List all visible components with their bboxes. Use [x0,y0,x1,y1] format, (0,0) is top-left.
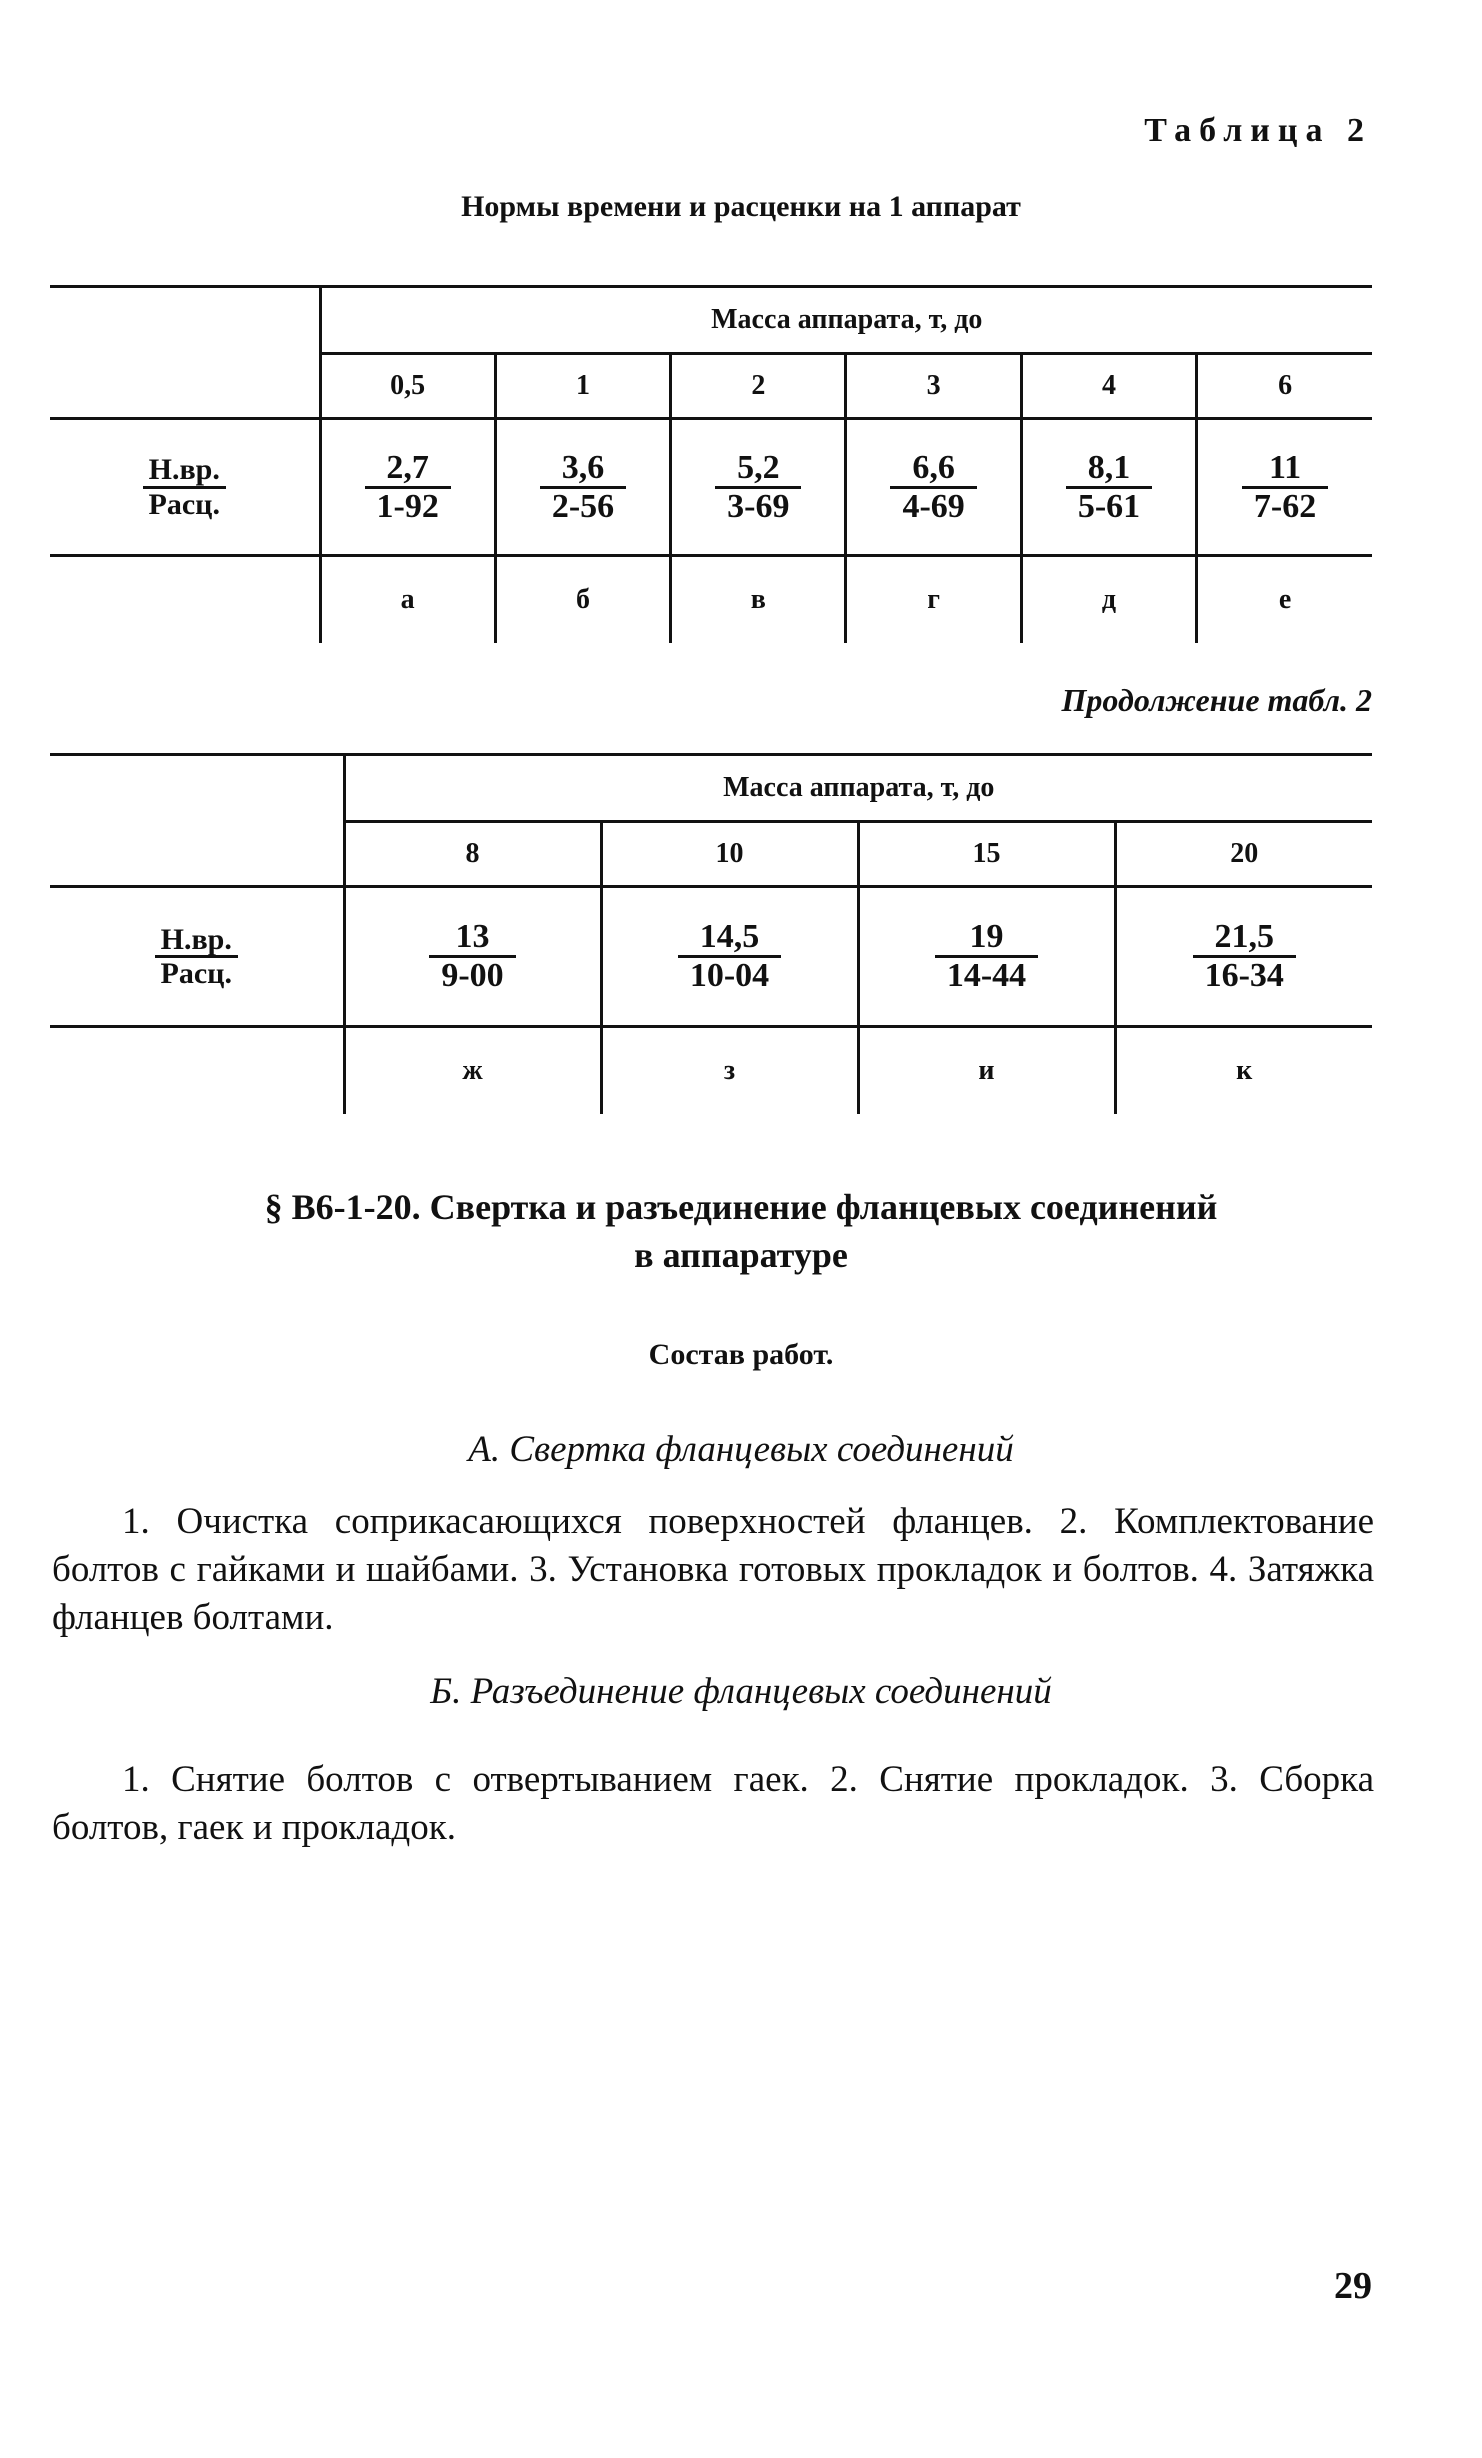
column-code: к [1115,1027,1372,1115]
mass-column-header: 10 [601,822,858,887]
composition-heading: Состав работ. [648,1338,834,1371]
norm-value: 11 [1242,450,1328,489]
norm-value: 14,5 [678,919,781,958]
mass-column-header: 4 [1021,354,1196,419]
column-code: е [1197,556,1372,644]
norm-value: 8,1 [1066,450,1152,489]
rate-value: 9-00 [441,957,504,994]
page-number: 29 [1334,2265,1372,2307]
rate-value: 4-69 [902,487,965,525]
norm-rate-cell [1021,419,1196,556]
norm-rate-cell [1197,419,1372,556]
subsection-b-text: 1. Снятие болтов с отвертыванием гаек. 2. Снятие прокладок. 3. Сборка болтов, гаек и прокладок. [52,1759,1374,1848]
rate-value: 14-44 [946,957,1027,994]
mass-column-header: 6 [1197,354,1372,419]
stub-rate-label: Расц. [160,957,232,990]
column-code: з [601,1027,858,1115]
stub-norm-label: Н.вр. [143,454,226,489]
norm-value: 6,6 [890,450,976,489]
rate-value: 10-04 [689,957,770,994]
column-code: ж [462,1055,483,1086]
stub-norm-label: Н.вр. [155,924,238,959]
norm-rate-cell [320,419,495,556]
stub-header-empty [50,287,320,419]
rate-value: 16-34 [1204,957,1284,994]
subsection-a-heading: А. Свертка фланцевых соединений [468,1429,1014,1470]
norm-rate-cell [601,887,858,1027]
norm-rate-cell [671,419,846,556]
column-code: б [495,556,670,644]
mass-column-header: 0,5 [390,370,426,401]
norm-rate-cell [1115,887,1372,1027]
section-title-line-1: § В6-1-20. Свертка и разъединение фланцевых соединений [264,1187,1218,1227]
norm-rate-cell [495,419,670,556]
norms-table-2 [50,753,1372,1114]
column-code: г [846,556,1021,644]
column-code: в [671,556,846,644]
continuation-label: Продолжение табл. 2 [1061,682,1372,718]
rate-value: 1-92 [376,487,439,525]
stub-norm-rate-label [50,419,320,556]
column-code: д [1021,556,1196,644]
mass-group-header: Масса аппарата, т, до [344,755,1372,822]
stub-header-empty [50,755,344,887]
table-number-label: Таблица 2 [1144,112,1372,149]
norms-table-1 [50,285,1372,643]
table-title: Нормы времени и расценки на 1 аппарат [461,190,1021,223]
norm-value: 3,6 [540,450,626,489]
rate-value: 5-61 [1077,487,1141,525]
norm-rate-cell [846,419,1021,556]
rate-value: 7-62 [1253,487,1317,525]
stub-rate-label: Расц. [148,487,220,521]
subsection-b-heading: Б. Разъединение фланцевых соединений [430,1671,1052,1712]
section-title-line-2: в аппаратуре [634,1235,848,1275]
norm-value: 2,7 [365,450,451,489]
mass-column-header: 15 [858,822,1115,887]
rate-value: 3-69 [727,487,790,525]
mass-column-header: 20 [1115,822,1372,887]
norm-value: 19 [935,919,1038,958]
stub-code-empty [50,556,320,644]
mass-column-header: 3 [846,354,1021,419]
stub-norm-rate-label [50,887,344,1027]
subsection-a-text: 1. Очистка соприкасающихся поверхностей фланцев. 2. Комплектование болтов с гайками и шайбами. 3. Установка готовых прокладок и болтов. 4. Затяжка фланцев болтами. [52,1501,1374,1638]
norm-value: 13 [429,919,515,958]
rate-value: 2-56 [551,487,615,525]
stub-code-empty [50,1027,344,1115]
norm-rate-cell [858,887,1115,1027]
mass-column-header: 2 [671,354,846,419]
section-title [0,1183,1482,1279]
mass-column-header: 1 [495,354,670,419]
mass-group-header: Масса аппарата, т, до [320,287,1372,354]
column-code: и [858,1027,1115,1115]
column-code: а [400,584,415,615]
norm-rate-cell [344,887,601,1027]
mass-column-header: 8 [465,838,480,869]
norm-value: 5,2 [715,450,801,489]
norm-value: 21,5 [1193,919,1296,958]
